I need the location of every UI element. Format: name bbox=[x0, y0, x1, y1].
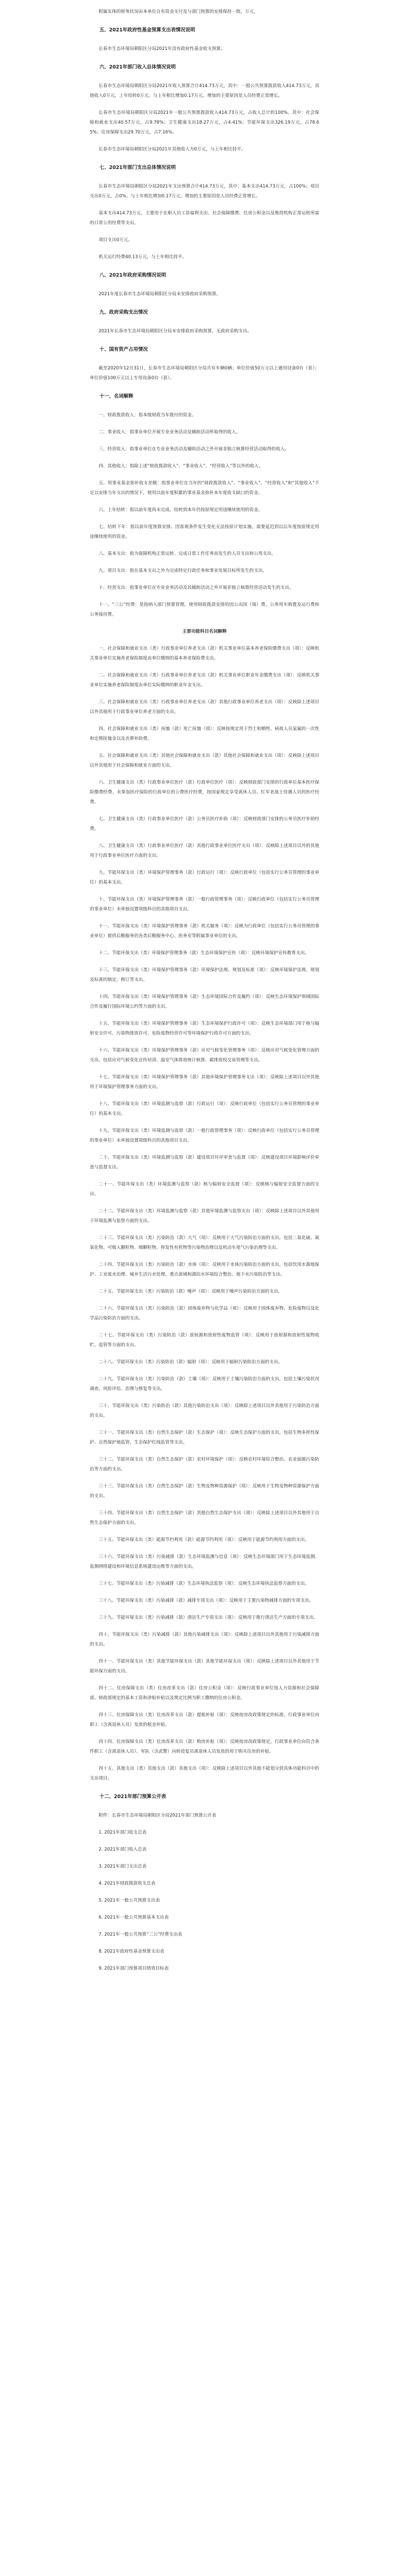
paragraph: 十四、节能环保支出（类）环境保护管理事务（款）生态环境国际合作及履约（项）：反映生态环境保护领域国际合作及履行国际环境公约等方面的支出。 bbox=[90, 994, 319, 1009]
paragraph: 2021年度长春市生态环境局朝阳区分局未安排政府采购预算。 bbox=[99, 292, 221, 297]
paragraph: 二十八、节能环保支出（类）污染防治（款）辐射（项）：反映用于辐射污染防治方面的支出。 bbox=[99, 1360, 283, 1365]
paragraph: 一、社会保障和就业支出（类）行政事业单位养老支出（款）机关事业单位基本养老保险缴费支出（项）：反映机关事业单位实施养老保险制度由单位缴纳的基本养老保险费支出。 bbox=[90, 646, 319, 661]
paragraph: 十一、节能环保支出（类）环境保护管理事务（款）机关服务（项）：反映为行政单位（包括实行公务员管理的事业单位）提供后勤服务的各类后勤服务中心、医务室等附属事业单位的支出。 bbox=[90, 924, 319, 939]
paragraph: 2021年长春市生态环境局朝阳区分局未安排政府采购预算，无政府采购支出。 bbox=[99, 329, 252, 334]
paragraph: 十、节能环保支出（类）环境保护管理事务（款）一般行政管理事务（项）：反映行政单位（包括实行公务员管理的事业单位）未单独设置项级科目的其他项目支出。 bbox=[90, 897, 319, 912]
paragraph: 四十五、其他支出（类）其他支出（款）其他支出（项）：反映除上述项目以外其他不能划分到具体功能科目中的支出项目。 bbox=[90, 1766, 319, 1781]
paragraph: 三十四、节能环保支出（类）自然生态保护（款）其他自然生态保护支出（项）：反映除上述项目以外其他用于自然生态保护方面的支出。 bbox=[90, 1511, 319, 1526]
section-heading: 八、2021年政府采购情况说明 bbox=[99, 273, 167, 278]
paragraph: 五、社会保障和就业支出（类）其他社会保障和就业支出（款）其他社会保障和就业支出（项）：反映除上述项目以外其他用于社会保障和就业方面的支出。 bbox=[90, 753, 319, 768]
paragraph: 十二、节能环保支出（类）环境保护管理事务（款）生态环境保护宣传（项）：反映环境保护宣传教育支出。 bbox=[99, 951, 309, 956]
section-heading: 十二、2021年部门预算公开表 bbox=[99, 1794, 167, 1800]
paragraph: 三十三、节能环保支出（类）自然生态保护（款）生物及物种资源保护（项）：反映用于生物及物种资源保护方面的支出。 bbox=[90, 1484, 319, 1499]
paragraph: 附件：长春市生态环境局朝阳区分局2021年部门预算公开表 bbox=[99, 1813, 217, 1818]
paragraph: 长春市生态环境局朝阳区分局2021年没有政府性基金收支预算。 bbox=[99, 46, 225, 52]
paragraph: 二十九、节能环保支出（类）污染防治（款）土壤（项）：反映用于土壤污染防治方面的支出，包括土壤污染状况调查、风险评估、治理与修复等支出。 bbox=[90, 1377, 319, 1392]
paragraph: 四十一、节能环保支出（类）其他节能环保支出（款）其他节能环保支出（项）：反映除上述项目以外其他用于节能环保方面的支出。 bbox=[90, 1659, 319, 1674]
paragraph: 3. 2021年部门支出总表 bbox=[99, 1864, 147, 1869]
subheading: 主要功能科目名词解释 bbox=[182, 629, 227, 634]
paragraph: 二十五、节能环保支出（类）污染防治（款）噪声（项）：反映用于噪声污染防治方面的支出。 bbox=[99, 1289, 283, 1294]
paragraph: 十六、节能环保支出（类）环境保护管理事务（款）应对气候变化管理事务（项）：反映应对气候变化管理方面的支出，包括应对气候变化宣传培训、温室气体排放统计核算、碳排放权交易管理等支出。 bbox=[90, 1048, 319, 1063]
paragraph: 三十九、节能环保支出（类）污染减排（款）清洁生产专项支出（项）：反映用于推行清洁生产方面的专项支出。 bbox=[99, 1615, 318, 1620]
paragraph: 1. 2021年部门收支总表 bbox=[99, 1830, 147, 1835]
paragraph: 项目支出0万元。 bbox=[99, 238, 133, 243]
paragraph: 七、结转下年：指以前年度预算安排、因客观条件发生变化无法按原计划实施，需要延迟到以后年度按原规定用途继续使用的资金。 bbox=[90, 524, 319, 539]
paragraph: 五、用事业基金弥补收支差额：指事业单位在当年的“财政拨款收入”、“事业收入”、“经营收入”和“其他收入”不足以安排当年支出的情况下，使用以前年度积累的事业基金弥补本年度收支缺口的资金。 bbox=[90, 481, 319, 496]
paragraph: 一、财政拨款收入：指本级财政当年拨付的资金。 bbox=[99, 413, 197, 418]
paragraph: 8. 2021年政府性基金预算支出表 bbox=[99, 1949, 165, 1954]
paragraph: 二、事业收入：指事业单位开展专业业务活动及辅助活动所取得的收入。 bbox=[99, 430, 241, 435]
paragraph: 长春市生态环境局朝阳区分局2021年其他收入为0万元，与上年相比持平。 bbox=[99, 147, 246, 152]
paragraph: 四十、节能环保支出（类）污染减排（款）其他污染减排支出（项）：反映除上述项目以外其他用于污染减排方面的支出。 bbox=[90, 1632, 319, 1647]
paragraph: 十七、节能环保支出（类）环境保护管理事务（款）其他环境保护管理事务支出（项）：反映除上述项目以外其他用于环境保护管理事务方面的支出。 bbox=[90, 1075, 319, 1090]
paragraph: 二十、节能环保支出（类）环境监测与监察（款）建设项目环评审查与监督（项）：反映建设项目环境影响评价审查与监督支出。 bbox=[90, 1155, 319, 1170]
section-heading: 五、2021年政府性基金预算支出表情况说明 bbox=[99, 27, 195, 33]
paragraph: 二十七、节能环保支出（类）污染防治（款）放射源和放射性废物监管（项）：反映用于放射源和放射性废物收贮、监管等方面的支出。 bbox=[90, 1333, 319, 1348]
paragraph: 十一、“三公”经费：是指纳入部门预算管理，使用财政拨款安排的因公出国（境）费、公务用车购置及运行费和公务接待费。 bbox=[90, 602, 319, 617]
paragraph: 基本支出414.73万元，主要用于在职人员工资福利支出、社会保障缴费、住房公积金以及维持机构正常运转所需的日常公用经费等支出。 bbox=[90, 211, 319, 226]
paragraph: 四十四、住房保障支出（类）住房改革支出（款）购房补贴（项）：反映按房改政策规定，行政事业单位向符合条件职工（含离退休人员）、军队（含武警）向转役复员离退休人员发放的用于购买住房的补贴。 bbox=[90, 1739, 319, 1754]
paragraph: 7. 2021年一般公共预算“三公”经费支出表 bbox=[99, 1932, 183, 1937]
paragraph: 四十二、住房保障支出（类）住房改革支出（款）住房公积金（项）：反映行政事业单位按人力资源和社会保障部、财政部规定的基本工资和津贴补贴以及规定比例为职工缴纳的住房公积金。 bbox=[90, 1686, 319, 1701]
document-body bbox=[90, 7, 319, 1974]
section-heading: 六、2021年部门收入总体情况说明 bbox=[99, 64, 176, 70]
paragraph: 三十八、节能环保支出（类）污染减排（款）减排专项支出（项）：反映用于主要污染物减排方面的专项支出。 bbox=[99, 1598, 314, 1603]
paragraph: 二十六、节能环保支出（类）污染防治（款）固体废弃物与化学品（项）：反映用于固体废弃物、危险废物以及化学品污染防治方面的支出。 bbox=[90, 1306, 319, 1321]
paragraph: 4. 2021年财政拨款收支总表 bbox=[99, 1881, 156, 1886]
section-heading: 十一、名词解释 bbox=[99, 394, 134, 399]
paragraph: 截至2020年12月31日，长春市生态环境局朝阳区分局共有车辆0辆；单位价值50万元以上通用设备0台（套）；单位价值100万元以上专用设备0台（套）。 bbox=[90, 366, 319, 381]
paragraph: 二十四、节能环保支出（类）污染防治（款）水体（项）：反映用于水体污染防治方面的支出，包括饮用水源地保护、工业废水治理、城乡生活污水处理、重点流域和湖泊水环境综合整治、地下水污染防治等支出。 bbox=[90, 1262, 319, 1277]
paragraph: 四十三、住房保障支出（类）住房改革支出（款）提租补贴（项）：反映按房改政策规定的标准，行政事业单位向职工（含离退休人员）发放的租金补贴。 bbox=[90, 1713, 319, 1727]
paragraph: 三、经营收入：指事业单位在专业业务活动及辅助活动之外开展非独立核算经营活动取得的收入。 bbox=[99, 447, 289, 452]
paragraph: 机关运行经费40.13万元，与上年相比持平。 bbox=[99, 255, 187, 260]
paragraph: 三十、节能环保支出（类）污染防治（款）其他污染防治支出（项）：反映除上述项目以外其他用于污染防治方面的支出。 bbox=[90, 1403, 319, 1418]
paragraph: 六、卫生健康支出（类）行政事业单位医疗（款）行政单位医疗（项）：反映财政部门安排的行政单位基本医疗保险缴费经费，未参加医疗保险的行政单位的公费医疗经费，按国家规定享受离休人员、红军老战士待遇人员的医疗经费。 bbox=[90, 780, 319, 805]
paragraph: 2. 2021年部门收入总表 bbox=[99, 1847, 147, 1852]
paragraph: 七、卫生健康支出（类）行政事业单位医疗（款）公务员医疗补助（项）：反映财政部门安排的公务员医疗补助经费。 bbox=[90, 817, 319, 832]
paragraph: 十五、节能环保支出（类）环境保护管理事务（款）生态环境保护行政许可（项）：反映生态环境部门用于核与辐射安全许可、污染物排放许可、危险废物经营许可等环境保护行政许可方面的支出。 bbox=[90, 1021, 319, 1036]
paragraph: 长春市生态环境局朝阳区分局2021年一般公共预算拨款收入414.73万元，占收入总计的100%。其中：社会保障和就业支出40.57万元，占9.78%；卫生健康支出18.27万元，占4.41%；节能环保支出326.19万元，占78.65%；住房保障支出29.70万元，占7.16%。 bbox=[90, 110, 319, 135]
paragraph: 十九、节能环保支出（类）环境监测与监察（款）一般行政管理事务（项）：反映行政单位（包括实行公务员管理的事业单位）未单独设置项级科目的其他项目支出。 bbox=[90, 1128, 319, 1143]
paragraph: 三十七、节能环保支出（类）污染减排（款）生态环境执法监察（项）：反映生态环境执法监察方面的支出。 bbox=[99, 1581, 309, 1586]
paragraph: 附属实体的财务状况由本单位自有资金支付及与部门预算的安排保持一致。万元， bbox=[99, 9, 258, 14]
paragraph: 九、节能环保支出（类）环境保护管理事务（款）行政运行（项）：反映行政单位（包括实行公务员管理的事业单位）的基本支出。 bbox=[90, 870, 319, 885]
paragraph: 9. 2021年部门预算项目绩效目标表 bbox=[99, 1966, 169, 1971]
paragraph: 六、上年结转：指以前年度尚未完成、结转到本年仍按原规定用途继续使用的资金。 bbox=[99, 507, 263, 513]
section-heading: 十、国有资产占用情况 bbox=[99, 347, 148, 352]
paragraph: 三十六、节能环保支出（类）污染减排（款）生态环境监测与信息（项）：反映生态环境部门用于生态环境监测、监测网络建设和环境信息系统建设运维等方面的支出。 bbox=[90, 1554, 319, 1569]
paragraph: 二十二、节能环保支出（类）环境监测与监察（款）其他环境监测与监察支出（项）：反映除上述项目以外其他用于环境监测与监察方面的支出。 bbox=[90, 1209, 319, 1224]
paragraph: 三十二、节能环保支出（类）自然生态保护（款）农村环境保护（项）：反映农村环境综合整治、农业面源污染防治等方面的支出。 bbox=[90, 1457, 319, 1472]
paragraph: 四、其他收入：指除上述“财政拨款收入”、“事业收入”、“经营收入”等以外的收入。 bbox=[99, 464, 264, 469]
paragraph: 长春市生态环境局朝阳区分局2021年收入预算合计414.73万元，其中：一般公共预算拨款收入414.73万元，其他收入0万元，上年结转0万元。与上年相比增加0.17万元。增加的主要原因是人员经费正常增长。 bbox=[90, 83, 319, 98]
paragraph: 十三、节能环保支出（类）环境保护管理事务（款）环境保护法规、规划及标准（项）：反映环境保护法规、规划及标准的制定、修订等支出。 bbox=[90, 968, 319, 982]
paragraph: 三十一、节能环保支出（类）自然生态保护（款）生态保护（项）：反映生态保护方面的支出，包括生物多样性保护、自然保护地监管、生态保护红线监管等支出。 bbox=[90, 1430, 319, 1445]
paragraph: 十八、节能环保支出（类）环境监测与监察（款）行政运行（项）：反映行政单位（包括实行公务员管理的事业单位）的基本支出。 bbox=[90, 1101, 319, 1116]
section-heading: 七、2021年部门支出总体情况说明 bbox=[99, 165, 176, 171]
paragraph: 5. 2021年一般公共预算支出表 bbox=[99, 1898, 160, 1903]
paragraph: 三、社会保障和就业支出（类）行政事业单位养老支出（款）其他行政事业单位养老支出（项）：反映除上述项目以外其他用于行政事业单位养老方面的支出。 bbox=[90, 700, 319, 715]
paragraph: 四、社会保障和就业支出（类）抚恤（款）死亡抚恤（项）：反映按规定用于烈士和牺牲、病故人员家属的一次性和定期抚恤金以及丧葬补助费。 bbox=[90, 726, 319, 741]
paragraph: 八、基本支出：指为保障机构正常运转、完成日常工作任务而发生的人员支出和公用支出。 bbox=[99, 551, 276, 556]
paragraph: 二十三、节能环保支出（类）污染防治（款）大气（项）：反映用于大气污染防治方面的支出，包括二氧化硫、氮氧化物、可吸入颗粒物、细颗粒物、挥发性有机物等污染物治理以及机动车尾气污染治理等支出。 bbox=[90, 1235, 319, 1250]
paragraph: 九、项目支出：指在基本支出之外为完成特定行政任务和事业发展目标所发生的支出。 bbox=[99, 568, 267, 573]
section-heading: 九、政府采购支出情况 bbox=[99, 310, 148, 315]
paragraph: 长春市生态环境局朝阳区分局2021年支出预算合计414.73万元，其中：基本支出414.73万元，占100%；项目支出0万元，占0%。与上年相比增加0.17万元。增加的主要原因是人员经费正常增长。 bbox=[90, 184, 319, 199]
paragraph: 三十五、节能环保支出（类）能源节约利用（款）能源节约利用（项）：反映用于能源节约利用方面的支出。 bbox=[99, 1537, 309, 1543]
paragraph: 八、卫生健康支出（类）行政事业单位医疗（款）其他行政事业单位医疗支出（项）：反映除上述项目以外的其他用于行政事业单位医疗方面的支出。 bbox=[90, 843, 319, 858]
paragraph: 十、经营支出：指事业单位在专业业务活动及其辅助活动之外开展非独立核算经营活动发生的支出。 bbox=[99, 585, 294, 590]
paragraph: 6. 2021年一般公共预算基本支出表 bbox=[99, 1915, 169, 1920]
paragraph: 二十一、节能环保支出（类）环境监测与监察（款）核与辐射安全监督（项）：反映核与辐射安全监督方面的支出。 bbox=[90, 1182, 319, 1197]
paragraph: 二、社会保障和就业支出（类）行政事业单位养老支出（款）机关事业单位职业年金缴费支出（项）：反映机关事业单位实施养老保险制度由单位实际缴纳的职业年金支出。 bbox=[90, 673, 319, 688]
